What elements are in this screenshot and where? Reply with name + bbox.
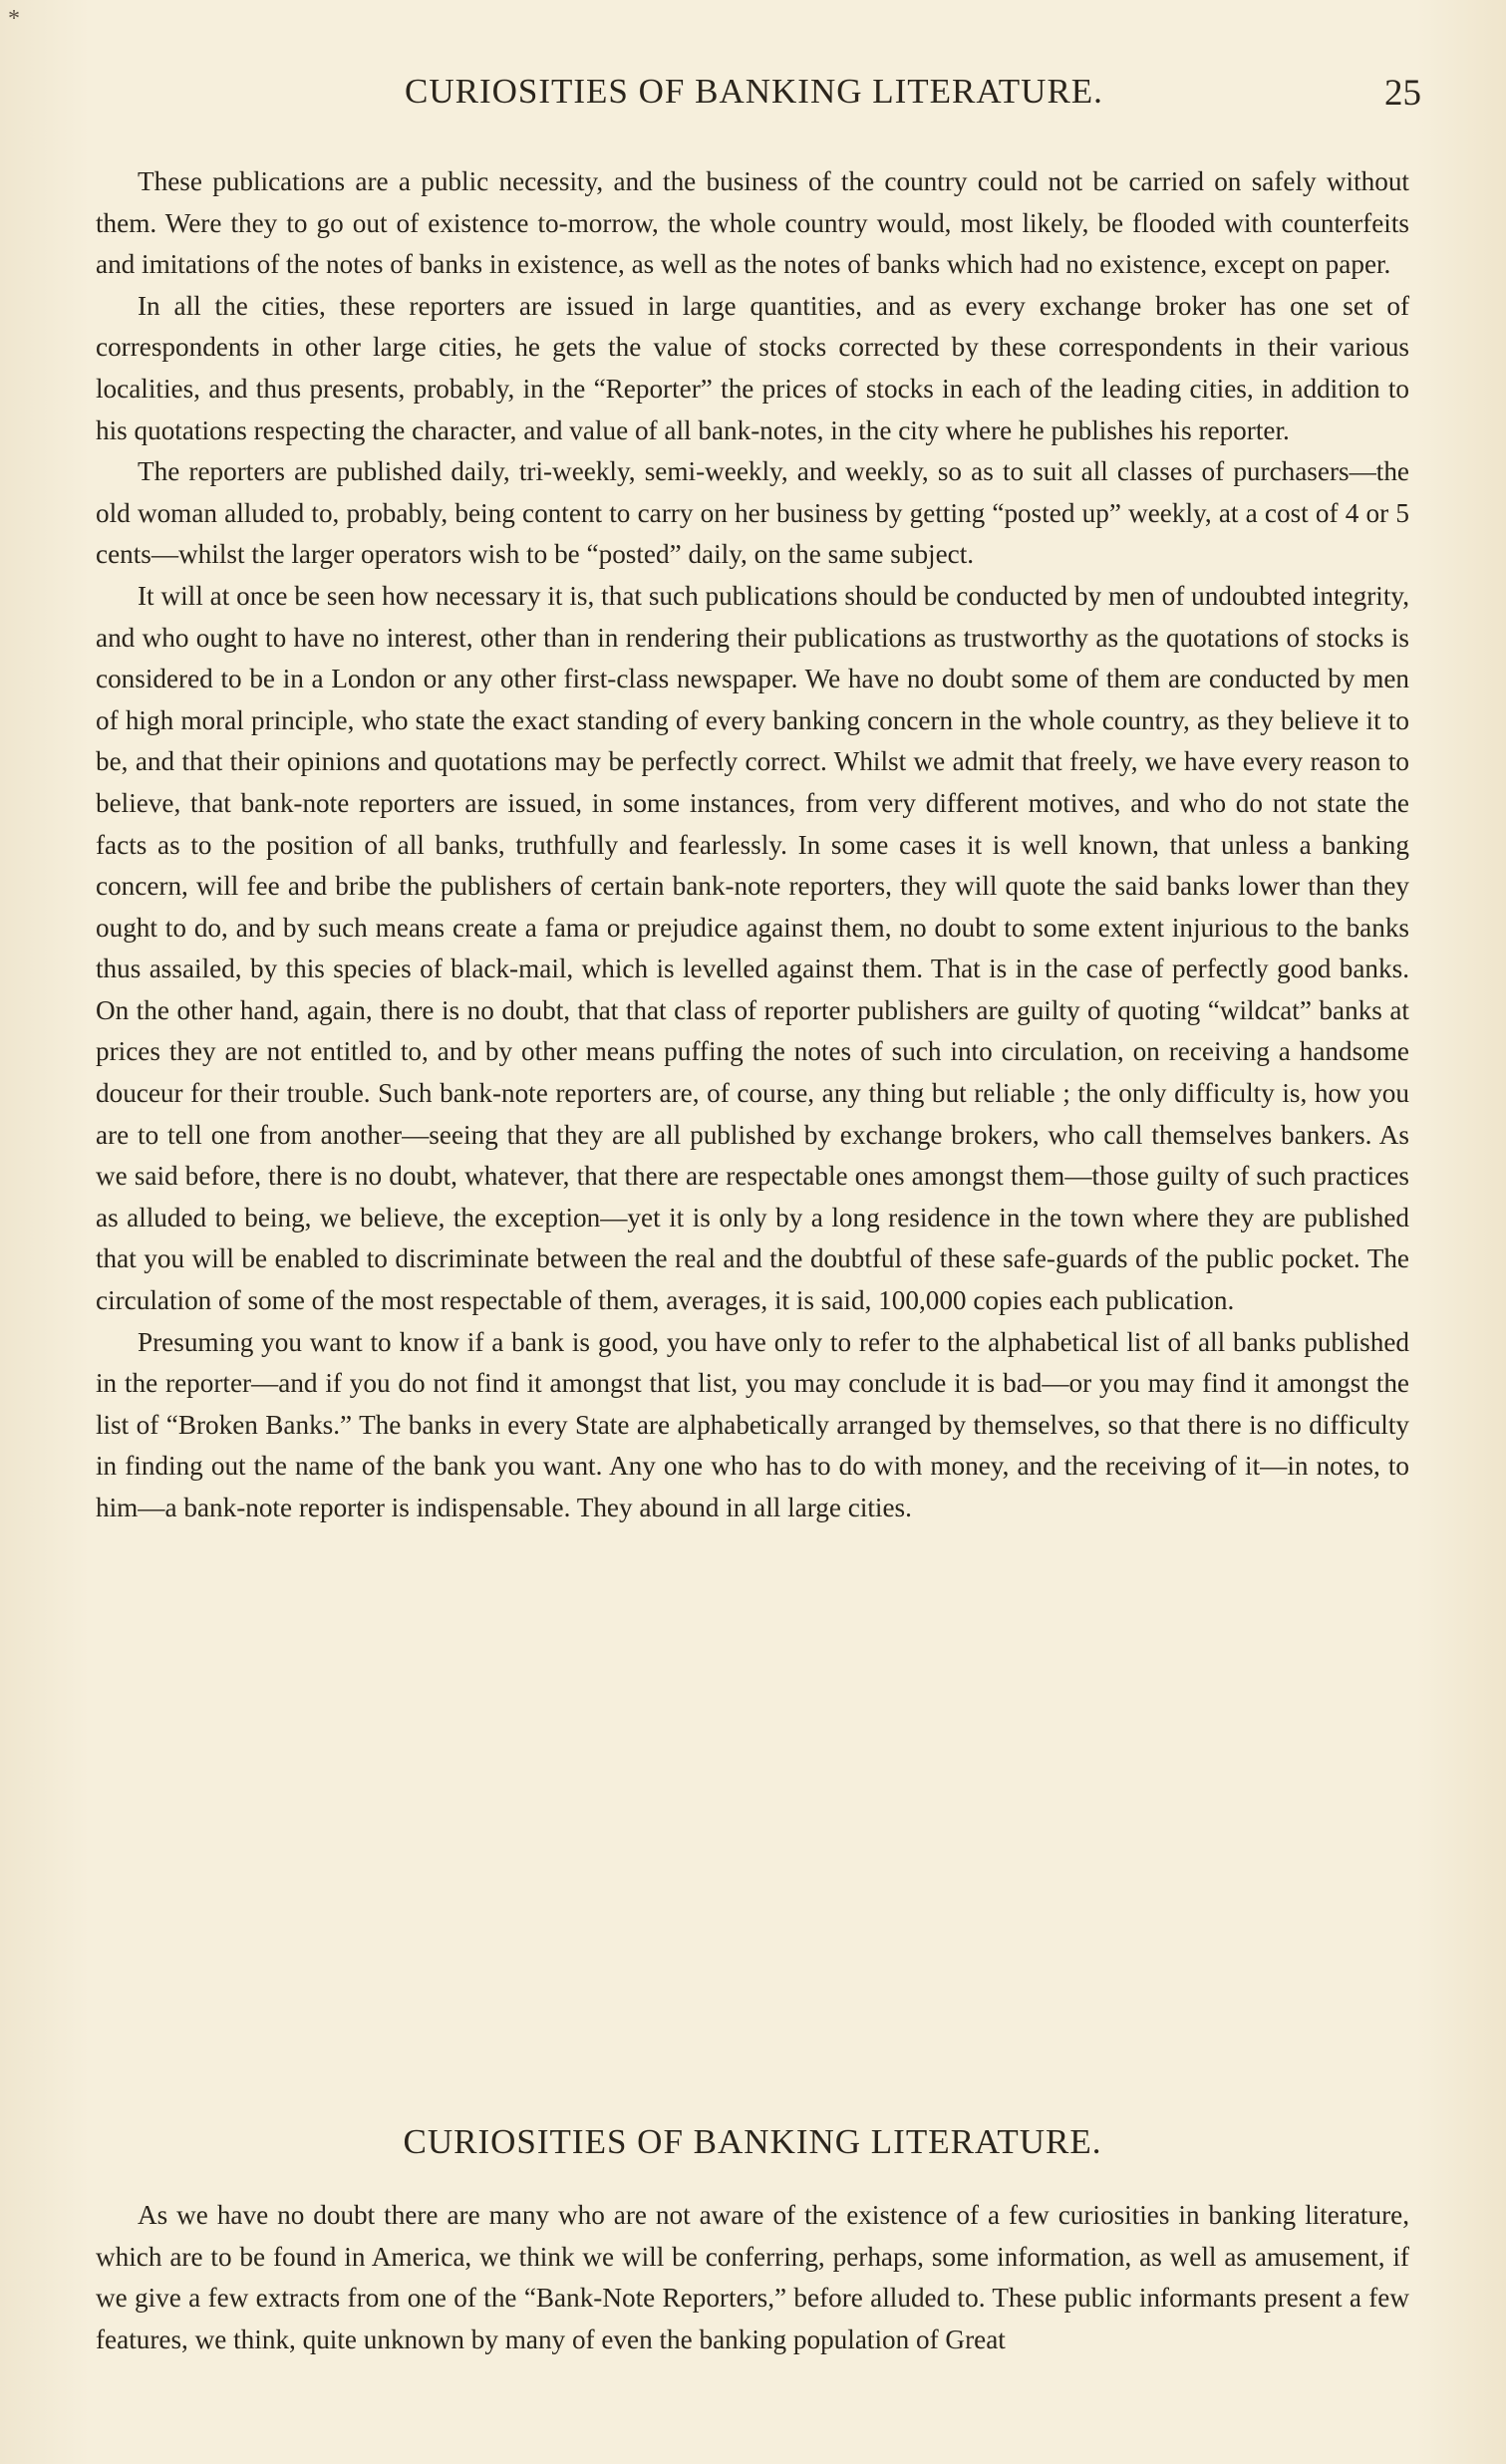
paragraph-publications-necessity: These publications are a public necessity, and the business of the country could not be carried on safely without them. Were they to go out of existence to-morrow, the whole country would, most likely, be flooded with counterfeits and imitations of the notes of banks in existence, as well as the notes of banks which had no existence, except on paper. bbox=[96, 166, 1409, 280]
page-number: 25 bbox=[1384, 73, 1421, 114]
section-heading: CURIOSITIES OF BANKING LITERATURE. bbox=[403, 2122, 1102, 2161]
corner-mark: * bbox=[8, 6, 20, 32]
running-head bbox=[96, 72, 1421, 132]
paragraph-checking-banks: Presuming you want to know if a bank is good, you have only to refer to the alphabetical list of all banks published in the reporter—and if you do not find it amongst that list, you may conclude it is bad—or you may find it amongst the list of “Broken Banks.” The banks in every State are alphabetically arranged by themselves, so that there is no difficulty in finding out the name of the bank you want. Any one who has to do with money, and the receiving of it—in notes, to him—a bank-note reporter is indispensable. They abound in all large cities. bbox=[96, 1326, 1409, 1522]
running-title: CURIOSITIES OF BANKING LITERATURE. bbox=[405, 72, 1103, 111]
section-text bbox=[96, 2195, 1409, 2360]
section-paragraph: As we have no doubt there are many who are not aware of the existence of a few curiosities in banking literature, which are to be found in America, we think we will be conferring, perhaps, some information, as well as amusement, if we give a few extracts from one of the “Bank-Note Reporters,” before alluded to. These public informants present a few features, we think, quite unknown by many of even the banking population of Great bbox=[96, 2200, 1409, 2354]
body-text bbox=[96, 161, 1409, 1529]
paragraph-reporters-issued: In all the cities, these reporters are issued in large quantities, and as every exchange broker has one set of correspondents in other large cities, he gets the value of stocks corrected by these correspondents in their various localities, and thus presents, probably, in the “Reporter” the prices of stocks in each of the leading cities, in addition to his quotations respecting the character, and value of all bank-notes, in the city where he publishes his reporter. bbox=[96, 290, 1409, 445]
paragraph-publication-frequency: The reporters are published daily, tri-weekly, semi-weekly, and weekly, so as to suit all classes of purchasers—the old woman alluded to, probably, being content to carry on her business by getting “posted up” weekly, at a cost of 4 or 5 cents—whilst the larger operators wish to be “posted” daily, on the same subject. bbox=[96, 456, 1409, 570]
paragraph-integrity: It will at once be seen how necessary it is, that such publications should be conducted by men of undoubted integrity, and who ought to have no interest, other than in rendering their publications as trustworthy as the quotations of stocks is considered to be in a London or any other first-class newspaper. We have no doubt some of them are conducted by men of high moral principle, who state the exact standing of every banking concern in the whole country, as they believe it to be, and that their opinions and quotations may be perfectly correct. Whilst we admit that freely, we have every reason to believe, that bank-note reporters are issued, in some instances, from very different motives, and who do not state the facts as to the position of all banks, truthfully and fearlessly. In some cases it is well known, that unless a banking concern, will fee and bribe the publishers of certain bank-note reporters, they will quote the said banks lower than they ought to do, and by such means create a fama or prejudice against them, no doubt to some extent injurious to the banks thus assailed, by this species of black-mail, which is levelled against them. That is in the case of perfectly good banks. On the other hand, again, there is no doubt, that that class of reporter publishers are guilty of quoting “wildcat” banks at prices they are not entitled to, and by other means puffing the notes of such into circulation, on receiving a handsome douceur for their trouble. Such bank-note reporters are, of course, any thing but reliable ; the only difficulty is, how you are to tell one from another—seeing that they are all published by exchange brokers, who call themselves bankers. As we said before, there is no doubt, whatever, that there are respectable ones amongst them—those guilty of such practices as alluded to being, we believe, the exception—yet it is only by a long residence in the town where they are published that you will be enabled to discriminate between the real and the doubtful of these safe-guards of the public pocket. The circulation of some of the most respectable of them, averages, it is said, 100,000 copies each publication. bbox=[96, 580, 1409, 1316]
